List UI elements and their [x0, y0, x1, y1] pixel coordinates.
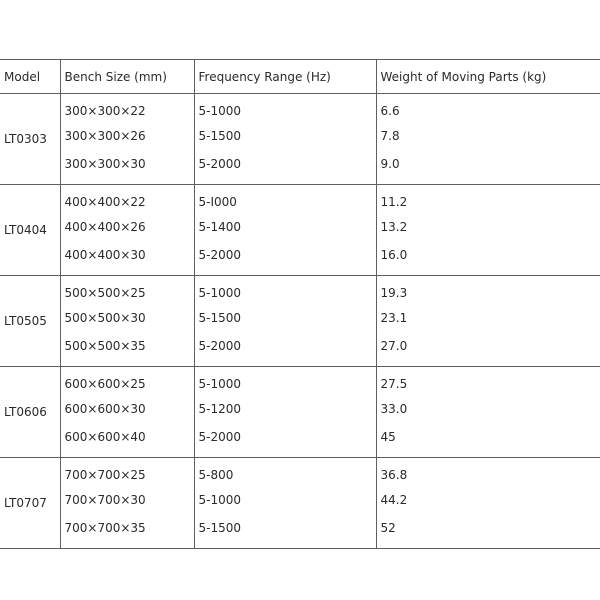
header-weight: Weight of Moving Parts (kg) [376, 60, 600, 94]
frequency-cell [194, 94, 376, 185]
frequency-value: 5-1000 [198, 493, 242, 507]
frequency-value: 5-1400 [198, 220, 242, 234]
bench-size-cell [60, 185, 194, 276]
bench-size-value: 400×400×26 [64, 220, 146, 234]
weight-cell [376, 185, 600, 276]
weight-value: 36.8 [380, 468, 408, 482]
frequency-value: 5-I000 [198, 195, 237, 209]
weight-value: 27.0 [380, 339, 408, 353]
bench-size-cell [60, 94, 194, 185]
frequency-value: 5-2000 [198, 157, 242, 171]
frequency-value: 5-1000 [198, 377, 242, 391]
bench-size-cell [60, 276, 194, 367]
weight-value: 52 [380, 521, 396, 535]
frequency-cell [194, 458, 376, 549]
frequency-value: 5-1200 [198, 402, 242, 416]
frequency-value: 5-1000 [198, 104, 242, 118]
header-model: Model [0, 60, 60, 94]
weight-value: 6.6 [380, 104, 400, 118]
frequency-value: 5-1500 [198, 521, 242, 535]
bench-size-value: 700×700×25 [64, 468, 146, 482]
table-row [0, 276, 600, 367]
weight-cell [376, 94, 600, 185]
bench-size-cell [60, 367, 194, 458]
model-cell: LT0707 [0, 458, 60, 549]
bench-size-value: 500×500×30 [64, 311, 146, 325]
weight-value: 16.0 [380, 248, 408, 262]
specification-table [0, 59, 600, 549]
frequency-value: 5-2000 [198, 339, 242, 353]
bench-size-value: 700×700×35 [64, 521, 146, 535]
weight-value: 13.2 [380, 220, 408, 234]
table-row [0, 458, 600, 549]
weight-cell [376, 276, 600, 367]
frequency-value: 5-2000 [198, 248, 242, 262]
table-row [0, 367, 600, 458]
bench-size-value: 300×300×26 [64, 129, 146, 143]
table-row [0, 94, 600, 185]
weight-value: 7.8 [380, 129, 400, 143]
weight-value: 23.1 [380, 311, 408, 325]
bench-size-value: 500×500×25 [64, 286, 146, 300]
model-cell: LT0606 [0, 367, 60, 458]
weight-value: 45 [380, 430, 396, 444]
weight-value: 33.0 [380, 402, 408, 416]
frequency-value: 5-1500 [198, 311, 242, 325]
bench-size-value: 600×600×30 [64, 402, 146, 416]
bench-size-value: 400×400×30 [64, 248, 146, 262]
bench-size-value: 300×300×30 [64, 157, 146, 171]
weight-cell [376, 367, 600, 458]
weight-value: 44.2 [380, 493, 408, 507]
frequency-value: 5-800 [198, 468, 234, 482]
header-bench-size: Bench Size (mm) [60, 60, 194, 94]
bench-size-cell [60, 458, 194, 549]
frequency-cell [194, 276, 376, 367]
table-row [0, 185, 600, 276]
bench-size-value: 600×600×25 [64, 377, 146, 391]
header-frequency-range: Frequency Range (Hz) [194, 60, 376, 94]
weight-value: 9.0 [380, 157, 400, 171]
weight-value: 27.5 [380, 377, 408, 391]
bench-size-value: 300×300×22 [64, 104, 146, 118]
bench-size-value: 600×600×40 [64, 430, 146, 444]
bench-size-value: 700×700×30 [64, 493, 146, 507]
model-cell: LT0404 [0, 185, 60, 276]
frequency-cell [194, 185, 376, 276]
frequency-value: 5-2000 [198, 430, 242, 444]
weight-value: 19.3 [380, 286, 408, 300]
bench-size-value: 500×500×35 [64, 339, 146, 353]
frequency-value: 5-1500 [198, 129, 242, 143]
header-row [0, 60, 600, 94]
frequency-cell [194, 367, 376, 458]
weight-value: 11.2 [380, 195, 408, 209]
model-cell: LT0505 [0, 276, 60, 367]
weight-cell [376, 458, 600, 549]
bench-size-value: 400×400×22 [64, 195, 146, 209]
frequency-value: 5-1000 [198, 286, 242, 300]
model-cell: LT0303 [0, 94, 60, 185]
